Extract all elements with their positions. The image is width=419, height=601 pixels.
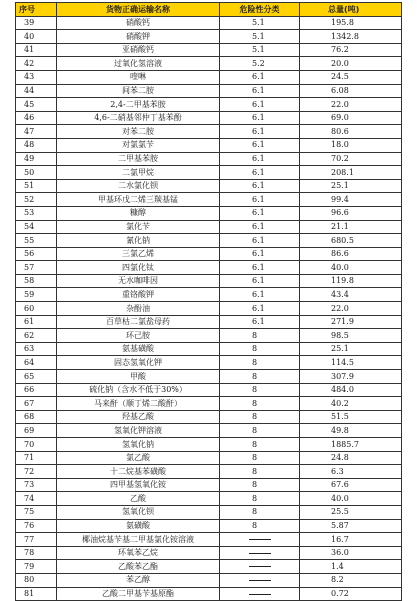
cell-total: 484.0 (300, 383, 402, 397)
cell-hazard-class: 5.2 (220, 57, 300, 71)
cell-hazard-class: 8 (220, 329, 300, 343)
cell-index: 73 (16, 478, 57, 492)
cell-total: 40.0 (300, 261, 402, 275)
cell-total: 6.08 (300, 84, 402, 98)
empty-dash-mark (249, 539, 271, 540)
table-row (16, 546, 402, 560)
cell-name: 氢氧化钠 (57, 438, 220, 452)
table-row (16, 138, 402, 152)
cell-index: 70 (16, 438, 57, 452)
column-header-total: 总量(吨) (300, 3, 402, 17)
empty-dash-mark (249, 553, 271, 554)
cell-total: 195.8 (300, 16, 402, 30)
cell-index: 41 (16, 43, 57, 57)
cell-name: 重铬酸钾 (57, 288, 220, 302)
cell-name: 对氯氯苄 (57, 138, 220, 152)
cell-total: 1.4 (300, 560, 402, 574)
cell-total: 40.2 (300, 397, 402, 411)
cell-hazard-class: 8 (220, 478, 300, 492)
cell-total: 96.6 (300, 206, 402, 220)
cell-total: 307.9 (300, 370, 402, 384)
cell-total: 25.1 (300, 342, 402, 356)
cell-index: 52 (16, 193, 57, 207)
empty-dash-mark (249, 566, 271, 567)
cell-name: 间苯二胺 (57, 84, 220, 98)
table-row (16, 179, 402, 193)
cell-hazard-class: 6.1 (220, 302, 300, 316)
table-row (16, 70, 402, 84)
cell-total: 49.8 (300, 424, 402, 438)
cell-name: 环己胺 (57, 329, 220, 343)
cell-index: 80 (16, 573, 57, 587)
table-row (16, 519, 402, 533)
cell-index: 50 (16, 166, 57, 180)
cell-name: 环氧苯乙烷 (57, 546, 220, 560)
table-row (16, 206, 402, 220)
cell-total: 20.0 (300, 57, 402, 71)
cell-total: 5.87 (300, 519, 402, 533)
cell-index: 74 (16, 492, 57, 506)
table-row (16, 234, 402, 248)
cell-total: 36.0 (300, 546, 402, 560)
cell-total: 98.5 (300, 329, 402, 343)
cell-hazard-class (220, 587, 300, 601)
cell-hazard-class: 8 (220, 451, 300, 465)
table-row (16, 111, 402, 125)
cell-name: 椰油烷基苄基二甲基氯化铵溶液 (57, 533, 220, 547)
cell-index: 69 (16, 424, 57, 438)
cell-hazard-class: 8 (220, 370, 300, 384)
cell-hazard-class: 8 (220, 397, 300, 411)
cell-total: 70.2 (300, 152, 402, 166)
cell-total: 1885.7 (300, 438, 402, 452)
table-row (16, 315, 402, 329)
cell-index: 54 (16, 220, 57, 234)
cell-hazard-class: 6.1 (220, 261, 300, 275)
cell-hazard-class: 6.1 (220, 125, 300, 139)
cell-name: 四甲基氢氧化铵 (57, 478, 220, 492)
cell-total: 21.1 (300, 220, 402, 234)
cell-hazard-class: 6.1 (220, 247, 300, 261)
cell-hazard-class: 6.1 (220, 84, 300, 98)
cell-total: 114.5 (300, 356, 402, 370)
cell-hazard-class: 6.1 (220, 111, 300, 125)
cell-name: 甲基环戊二烯三羰基锰 (57, 193, 220, 207)
cell-index: 39 (16, 16, 57, 30)
cell-total: 680.5 (300, 234, 402, 248)
table-row (16, 16, 402, 30)
table-row (16, 288, 402, 302)
table-row (16, 356, 402, 370)
cell-name: 三氯乙烯 (57, 247, 220, 261)
table-row (16, 152, 402, 166)
cell-name: 乙酸二甲基苄基原酯 (57, 587, 220, 601)
cell-name: 4,6-二硝基邻仲丁基苯酚 (57, 111, 220, 125)
cell-index: 65 (16, 370, 57, 384)
cell-name: 2,4-二甲基苯胺 (57, 98, 220, 112)
cell-name: 固态氢氧化钾 (57, 356, 220, 370)
cell-index: 66 (16, 383, 57, 397)
cell-index: 40 (16, 30, 57, 44)
cell-name: 乙酸苯乙酯 (57, 560, 220, 574)
cell-hazard-class: 5.1 (220, 30, 300, 44)
table-row (16, 125, 402, 139)
table-row (16, 57, 402, 71)
cell-index: 58 (16, 274, 57, 288)
table-row (16, 560, 402, 574)
cell-hazard-class: 6.1 (220, 138, 300, 152)
cell-total: 80.6 (300, 125, 402, 139)
dangerous-goods-table-page (15, 2, 401, 601)
cell-index: 45 (16, 98, 57, 112)
table-header-row (16, 3, 402, 17)
table-row (16, 342, 402, 356)
cell-hazard-class: 8 (220, 492, 300, 506)
cell-total: 24.8 (300, 451, 402, 465)
cell-index: 55 (16, 234, 57, 248)
cell-index: 48 (16, 138, 57, 152)
dangerous-goods-table (15, 2, 402, 601)
cell-index: 79 (16, 560, 57, 574)
cell-hazard-class: 5.1 (220, 43, 300, 57)
cell-index: 57 (16, 261, 57, 275)
cell-total: 25.1 (300, 179, 402, 193)
cell-total: 76.2 (300, 43, 402, 57)
cell-index: 43 (16, 70, 57, 84)
cell-name: 乙酸 (57, 492, 220, 506)
table-row (16, 261, 402, 275)
cell-hazard-class: 8 (220, 519, 300, 533)
table-row (16, 438, 402, 452)
cell-name: 氰化钠 (57, 234, 220, 248)
cell-hazard-class: 8 (220, 438, 300, 452)
cell-name: 硝酸钙 (57, 16, 220, 30)
cell-total: 8.2 (300, 573, 402, 587)
cell-hazard-class (220, 546, 300, 560)
cell-total: 22.0 (300, 98, 402, 112)
table-row (16, 533, 402, 547)
cell-index: 75 (16, 505, 57, 519)
cell-hazard-class: 6.1 (220, 234, 300, 248)
cell-total: 208.1 (300, 166, 402, 180)
cell-hazard-class: 6.1 (220, 206, 300, 220)
table-row (16, 505, 402, 519)
cell-hazard-class: 6.1 (220, 220, 300, 234)
cell-name: 百草枯二氯盐母药 (57, 315, 220, 329)
cell-total: 43.4 (300, 288, 402, 302)
table-row (16, 329, 402, 343)
cell-hazard-class: 8 (220, 383, 300, 397)
cell-index: 63 (16, 342, 57, 356)
cell-name: 甲酸 (57, 370, 220, 384)
cell-hazard-class: 8 (220, 424, 300, 438)
cell-name: 氨磺酸 (57, 519, 220, 533)
cell-total: 99.4 (300, 193, 402, 207)
cell-hazard-class: 6.1 (220, 152, 300, 166)
cell-hazard-class: 6.1 (220, 274, 300, 288)
cell-hazard-class (220, 533, 300, 547)
cell-name: 氨基磺酸 (57, 342, 220, 356)
table-row (16, 370, 402, 384)
table-row (16, 587, 402, 601)
table-row (16, 43, 402, 57)
cell-index: 42 (16, 57, 57, 71)
cell-name: 苯乙醇 (57, 573, 220, 587)
table-row (16, 465, 402, 479)
cell-name: 羟基乙酸 (57, 410, 220, 424)
cell-name: 亚硝酸钙 (57, 43, 220, 57)
cell-name: 氢氧化钾溶液 (57, 424, 220, 438)
cell-hazard-class: 6.1 (220, 166, 300, 180)
cell-index: 60 (16, 302, 57, 316)
cell-total: 86.6 (300, 247, 402, 261)
cell-index: 68 (16, 410, 57, 424)
cell-name: 过氧化氢溶液 (57, 57, 220, 71)
cell-index: 49 (16, 152, 57, 166)
cell-name: 硫化钠（含水不低于30%） (57, 383, 220, 397)
table-row (16, 302, 402, 316)
column-header-hazard-class: 危险性分类 (220, 3, 300, 17)
cell-name: 四氯化钛 (57, 261, 220, 275)
cell-name: 无水咖啡因 (57, 274, 220, 288)
cell-index: 53 (16, 206, 57, 220)
cell-total: 22.0 (300, 302, 402, 316)
cell-name: 对苯二胺 (57, 125, 220, 139)
cell-name: 糠醇 (57, 206, 220, 220)
cell-total: 25.5 (300, 505, 402, 519)
table-row (16, 573, 402, 587)
cell-hazard-class: 6.1 (220, 98, 300, 112)
cell-index: 47 (16, 125, 57, 139)
cell-total: 119.8 (300, 274, 402, 288)
cell-index: 64 (16, 356, 57, 370)
cell-total: 16.7 (300, 533, 402, 547)
cell-total: 271.9 (300, 315, 402, 329)
cell-index: 51 (16, 179, 57, 193)
cell-name: 十二烷基苯磺酸 (57, 465, 220, 479)
cell-total: 6.3 (300, 465, 402, 479)
cell-index: 78 (16, 546, 57, 560)
cell-index: 81 (16, 587, 57, 601)
table-row (16, 84, 402, 98)
table-row (16, 478, 402, 492)
cell-name: 马来酐（顺丁烯二酸酐） (57, 397, 220, 411)
cell-name: 二氯甲烷 (57, 166, 220, 180)
cell-hazard-class: 8 (220, 342, 300, 356)
cell-index: 62 (16, 329, 57, 343)
cell-hazard-class: 8 (220, 505, 300, 519)
cell-hazard-class: 6.1 (220, 179, 300, 193)
table-row (16, 410, 402, 424)
table-row (16, 492, 402, 506)
table-row (16, 166, 402, 180)
cell-total: 1342.8 (300, 30, 402, 44)
table-row (16, 397, 402, 411)
column-header-index: 序号 (16, 3, 57, 17)
cell-hazard-class: 8 (220, 356, 300, 370)
table-row (16, 451, 402, 465)
cell-total: 24.5 (300, 70, 402, 84)
table-row (16, 247, 402, 261)
cell-name: 氯化苄 (57, 220, 220, 234)
cell-hazard-class: 6.1 (220, 315, 300, 329)
table-row (16, 98, 402, 112)
table-row (16, 193, 402, 207)
cell-name: 二水氯化钡 (57, 179, 220, 193)
column-header-name: 货物正确运输名称 (57, 3, 220, 17)
cell-index: 76 (16, 519, 57, 533)
cell-total: 18.0 (300, 138, 402, 152)
cell-total: 40.0 (300, 492, 402, 506)
cell-index: 77 (16, 533, 57, 547)
table-row (16, 383, 402, 397)
cell-name: 氢氧化钡 (57, 505, 220, 519)
cell-hazard-class: 5.1 (220, 16, 300, 30)
cell-total: 67.6 (300, 478, 402, 492)
cell-total: 51.5 (300, 410, 402, 424)
cell-index: 46 (16, 111, 57, 125)
cell-name: 二甲基苯胺 (57, 152, 220, 166)
cell-hazard-class: 6.1 (220, 70, 300, 84)
cell-hazard-class: 8 (220, 410, 300, 424)
cell-name: 氯乙酸 (57, 451, 220, 465)
table-row (16, 220, 402, 234)
cell-index: 61 (16, 315, 57, 329)
cell-total: 0.72 (300, 587, 402, 601)
table-row (16, 274, 402, 288)
cell-index: 44 (16, 84, 57, 98)
cell-index: 56 (16, 247, 57, 261)
cell-name: 喹啉 (57, 70, 220, 84)
cell-total: 69.0 (300, 111, 402, 125)
cell-index: 59 (16, 288, 57, 302)
table-row (16, 424, 402, 438)
cell-name: 硝酸钾 (57, 30, 220, 44)
empty-dash-mark (249, 594, 271, 595)
cell-index: 72 (16, 465, 57, 479)
cell-hazard-class: 6.1 (220, 193, 300, 207)
cell-hazard-class (220, 560, 300, 574)
cell-name: 杂酚油 (57, 302, 220, 316)
empty-dash-mark (249, 580, 271, 581)
table-row (16, 30, 402, 44)
cell-hazard-class (220, 573, 300, 587)
cell-index: 71 (16, 451, 57, 465)
cell-hazard-class: 8 (220, 465, 300, 479)
cell-index: 67 (16, 397, 57, 411)
cell-hazard-class: 6.1 (220, 288, 300, 302)
